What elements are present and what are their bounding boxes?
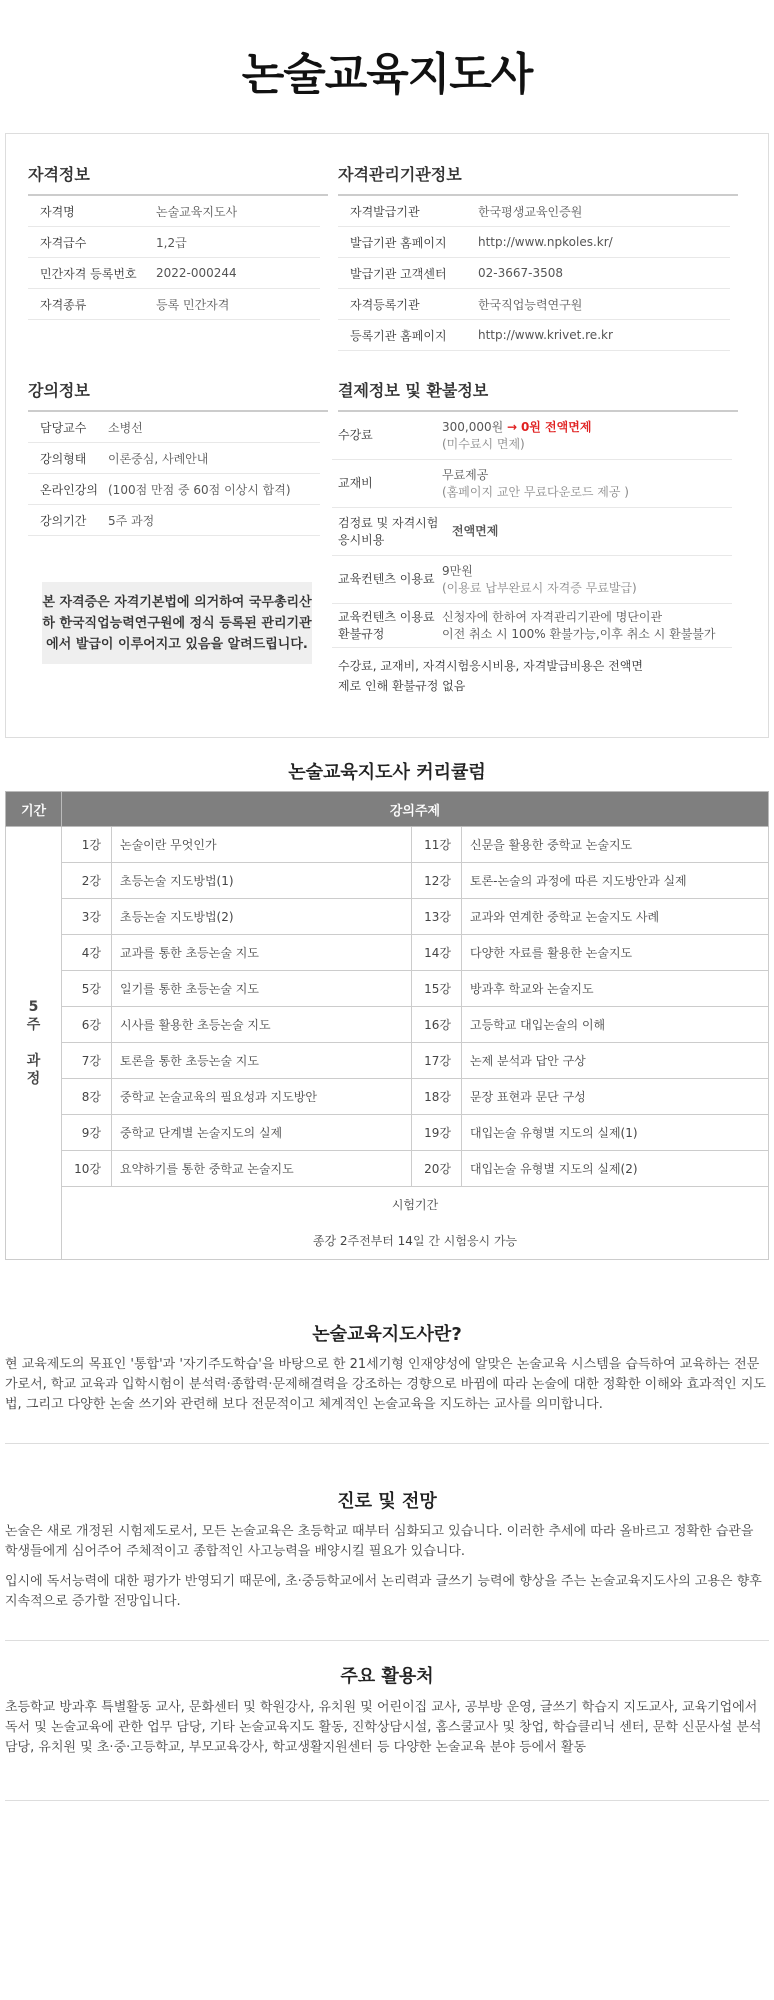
lesson-number: 14강 bbox=[412, 935, 462, 971]
lesson-topic: 대입논술 유형별 지도의 실제(2) bbox=[462, 1151, 769, 1187]
usage-heading: 주요 활용처 bbox=[340, 1666, 434, 1687]
lesson-number: 17강 bbox=[412, 1043, 462, 1079]
exam-cell bbox=[62, 1187, 769, 1260]
lesson-topic: 토론-논술의 과정에 따른 지도방안과 실제 bbox=[462, 863, 769, 899]
payment-row bbox=[332, 508, 732, 556]
info-row bbox=[28, 505, 320, 536]
table-row bbox=[6, 1151, 769, 1187]
info-row bbox=[338, 320, 730, 351]
info-key: 민간자격 등록번호 bbox=[40, 266, 137, 281]
divider bbox=[5, 1640, 769, 1641]
lesson-number: 8강 bbox=[62, 1079, 112, 1115]
curriculum-heading: 논술교육지도사 커리큘럼 bbox=[288, 762, 486, 783]
info-row bbox=[338, 196, 730, 227]
lesson-topic: 토론을 통한 초등논술 지도 bbox=[112, 1043, 412, 1079]
notice-box: 본 자격증은 자격기본법에 의거하여 국무총리산하 한국직업능력연구원에 정식 등록된 관리기관에서 발급이 이루어지고 있음을 알려드립니다. bbox=[42, 582, 312, 664]
info-value: 등록 민간자격 bbox=[156, 297, 230, 312]
payment-row bbox=[332, 460, 732, 508]
fee-note: (미수료시 면제) bbox=[442, 436, 525, 451]
lesson-number: 9강 bbox=[62, 1115, 112, 1151]
homepage-link[interactable]: http://www.krivet.re.kr bbox=[478, 328, 613, 342]
table-header-row bbox=[6, 792, 769, 827]
info-key: 자격등록기관 bbox=[350, 297, 420, 312]
content-value: 9만원 bbox=[442, 563, 473, 578]
payment-row bbox=[332, 412, 732, 460]
qualification-panel bbox=[28, 162, 328, 320]
material-value: 무료제공 bbox=[442, 467, 489, 482]
lesson-topic: 논술이란 무엇인가 bbox=[112, 827, 412, 863]
info-value: 5주 과정 bbox=[108, 513, 155, 528]
usage-text: 초등학교 방과후 특별활동 교사, 문화센터 및 학원강사, 유치원 및 어린이집 교사, 공부방 운영, 글쓰기 학습지 지도교사, 교육기업에서 독서 및 논술교육에 관한 업무 담당, 기타 논술교육지도 활동, 진학상담시설, 홈스쿨교사 및 창업, 학습클리닉 센터, 문학 신문사설 분석 담당, 유치원 및 초·중·고등학교, 부모교육강사, 학교생활지원센터 등 다양한 논술교육 분야 등에서 활동 bbox=[5, 1700, 762, 1755]
lesson-number: 3강 bbox=[62, 899, 112, 935]
payment-panel bbox=[338, 378, 738, 696]
info-box bbox=[5, 133, 769, 738]
table-row bbox=[6, 863, 769, 899]
qualification-heading: 자격정보 bbox=[28, 162, 328, 196]
agency-heading: 자격관리기관정보 bbox=[338, 162, 738, 196]
lecture-heading: 강의정보 bbox=[28, 378, 328, 412]
info-key: 담당교수 bbox=[40, 420, 87, 435]
refund-line: 신청자에 한하여 자격관리기관에 명단이관 bbox=[442, 609, 663, 624]
lesson-topic: 초등논술 지도방법(2) bbox=[112, 899, 412, 935]
lesson-number: 15강 bbox=[412, 971, 462, 1007]
info-key: 등록기관 홈페이지 bbox=[350, 328, 447, 343]
career-text-2: 입시에 독서능력에 대한 평가가 반영되기 때문에, 초·중등학교에서 논리력과 글쓰기 능력에 향상을 주는 논술교육지도사의 고용은 향후 지속적으로 증가할 전망입니다. bbox=[5, 1574, 762, 1609]
payment-key: 검정료 및 자격시험 응시비용 bbox=[338, 515, 439, 547]
table-row bbox=[6, 1115, 769, 1151]
career-heading: 진로 및 전망 bbox=[337, 1491, 437, 1512]
col-topic: 강의주제 bbox=[62, 792, 769, 827]
exam-desc: 종강 2주전부터 14일 간 시험응시 가능 bbox=[312, 1234, 518, 1248]
material-note: (홈페이지 교안 무료다운로드 제공 ) bbox=[442, 484, 629, 499]
lesson-topic: 일기를 통한 초등논술 지도 bbox=[112, 971, 412, 1007]
lesson-number: 18강 bbox=[412, 1079, 462, 1115]
payment-row bbox=[332, 604, 732, 648]
fee-original: 300,000원 bbox=[442, 419, 504, 434]
divider bbox=[5, 1800, 769, 1801]
homepage-link[interactable]: http://www.npkoles.kr/ bbox=[478, 235, 613, 249]
payment-row bbox=[332, 556, 732, 604]
col-period: 기간 bbox=[6, 792, 62, 827]
agency-panel bbox=[338, 162, 738, 351]
curriculum-table bbox=[5, 791, 769, 1260]
lesson-number: 13강 bbox=[412, 899, 462, 935]
table-row bbox=[6, 1043, 769, 1079]
lesson-topic: 초등논술 지도방법(1) bbox=[112, 863, 412, 899]
lesson-number: 1강 bbox=[62, 827, 112, 863]
info-key: 자격급수 bbox=[40, 235, 87, 250]
refund-footer: 수강료, 교재비, 자격시험응시비용, 자격발급비용은 전액면제로 인해 환불규정 없음 bbox=[338, 659, 643, 693]
info-key: 강의기간 bbox=[40, 513, 87, 528]
info-value: 한국평생교육인증원 bbox=[478, 204, 583, 219]
lesson-number: 5강 bbox=[62, 971, 112, 1007]
table-row bbox=[6, 1079, 769, 1115]
lesson-number: 4강 bbox=[62, 935, 112, 971]
table-row bbox=[6, 1007, 769, 1043]
lesson-topic: 대입논술 유형별 지도의 실제(1) bbox=[462, 1115, 769, 1151]
lesson-number: 10강 bbox=[62, 1151, 112, 1187]
lesson-topic: 다양한 자료를 활용한 논술지도 bbox=[462, 935, 769, 971]
info-key: 자격명 bbox=[40, 204, 75, 219]
info-key: 발급기관 홈페이지 bbox=[350, 235, 447, 250]
fee-free: 0원 전액면제 bbox=[520, 419, 592, 434]
lesson-topic: 교과를 통한 초등논술 지도 bbox=[112, 935, 412, 971]
exam-title: 시험기간 bbox=[391, 1198, 439, 1212]
lesson-topic: 요약하기를 통한 중학교 논술지도 bbox=[112, 1151, 412, 1187]
info-key: 강의형태 bbox=[40, 451, 87, 466]
lesson-number: 20강 bbox=[412, 1151, 462, 1187]
info-row bbox=[338, 227, 730, 258]
info-value: (100점 만점 중 60점 이상시 합격) bbox=[108, 482, 291, 497]
table-row bbox=[6, 827, 769, 863]
info-value: 논술교육지도사 bbox=[156, 204, 238, 219]
divider bbox=[5, 1443, 769, 1444]
payment-key: 교육컨텐츠 이용료 환불규정 bbox=[338, 609, 435, 641]
payment-heading: 결제정보 및 환불정보 bbox=[338, 378, 738, 412]
exam-row bbox=[6, 1187, 769, 1260]
lesson-topic: 시사를 활용한 초등논술 지도 bbox=[112, 1007, 412, 1043]
lesson-number: 16강 bbox=[412, 1007, 462, 1043]
page-title: 논술교육지도사 bbox=[241, 49, 533, 100]
table-row bbox=[6, 971, 769, 1007]
lesson-topic: 중학교 단계별 논술지도의 실제 bbox=[112, 1115, 412, 1151]
content-note: (이용료 납부완료시 자격증 무료발급) bbox=[442, 580, 637, 595]
career-text-1: 논술은 새로 개정된 시험제도로서, 모든 논술교육은 초등학교 때부터 심화되고 있습니다. 이러한 추세에 따라 올바르고 정확한 습관을 학생들에게 심어주어 주체적이고 종합적인 사고능력을 배양시킬 필요가 있습니다. bbox=[5, 1524, 754, 1559]
lesson-number: 12강 bbox=[412, 863, 462, 899]
info-value: 이론중심, 사례안내 bbox=[108, 451, 209, 466]
lesson-topic: 교과와 연계한 중학교 논술지도 사례 bbox=[462, 899, 769, 935]
fee-arrow: → bbox=[507, 419, 518, 434]
lesson-number: 11강 bbox=[412, 827, 462, 863]
lesson-number: 7강 bbox=[62, 1043, 112, 1079]
info-row bbox=[28, 227, 320, 258]
info-row bbox=[28, 474, 320, 505]
info-value: 한국직업능력연구원 bbox=[478, 297, 583, 312]
lesson-number: 2강 bbox=[62, 863, 112, 899]
info-row bbox=[338, 258, 730, 289]
info-row bbox=[28, 258, 320, 289]
lesson-topic: 문장 표현과 문단 구성 bbox=[462, 1079, 769, 1115]
lesson-topic: 방과후 학교와 논술지도 bbox=[462, 971, 769, 1007]
info-value: 2022-000244 bbox=[156, 266, 237, 280]
payment-key: 수강료 bbox=[338, 428, 373, 442]
lesson-topic: 논제 분석과 답안 구상 bbox=[462, 1043, 769, 1079]
about-text: 현 교육제도의 목표인 '통합'과 '자기주도학습'을 바탕으로 한 21세기형 인재양성에 알맞은 논술교육 시스템을 습득하여 교육하는 전문가로서, 학교 교육과 입학시험이 분석력·종합력·문제해결력을 강조하는 경향으로 바뀜에 따라 논술에 대한 정확한 이해와 효과적인 지도법, 그리고 다양한 논술 쓰기와 관련해 보다 전문적이고 체계적인 논술교육을 지도하는 교사를 의미합니다. bbox=[5, 1357, 766, 1412]
lesson-topic: 신문을 활용한 중학교 논술지도 bbox=[462, 827, 769, 863]
about-heading: 논술교육지도사란? bbox=[312, 1324, 462, 1345]
info-key: 자격종류 bbox=[40, 297, 87, 312]
info-value: 1,2급 bbox=[156, 235, 187, 250]
info-key: 자격발급기관 bbox=[350, 204, 420, 219]
period-text: 5 주 과 정 bbox=[26, 999, 41, 1087]
lesson-topic: 중학교 논술교육의 필요성과 지도방안 bbox=[112, 1079, 412, 1115]
table-row bbox=[6, 899, 769, 935]
payment-key: 교재비 bbox=[338, 476, 373, 490]
info-row bbox=[28, 412, 320, 443]
payment-key: 교육컨텐츠 이용료 bbox=[338, 572, 435, 586]
info-row bbox=[28, 196, 320, 227]
lecture-panel bbox=[28, 378, 328, 536]
info-value: 02-3667-3508 bbox=[478, 266, 564, 280]
lesson-number: 6강 bbox=[62, 1007, 112, 1043]
info-key: 발급기관 고객센터 bbox=[350, 266, 447, 281]
lesson-number: 19강 bbox=[412, 1115, 462, 1151]
period-cell bbox=[6, 827, 62, 1260]
exam-value: 전액면제 bbox=[452, 524, 499, 538]
info-row bbox=[338, 289, 730, 320]
lesson-topic: 고등학교 대입논술의 이해 bbox=[462, 1007, 769, 1043]
refund-line: 이전 취소 시 100% 환불가능,이후 취소 시 환불불가 bbox=[442, 626, 716, 641]
info-row bbox=[28, 443, 320, 474]
info-value: 소병선 bbox=[108, 420, 143, 435]
info-key: 온라인강의 bbox=[40, 482, 98, 497]
table-row bbox=[6, 935, 769, 971]
info-row bbox=[28, 289, 320, 320]
